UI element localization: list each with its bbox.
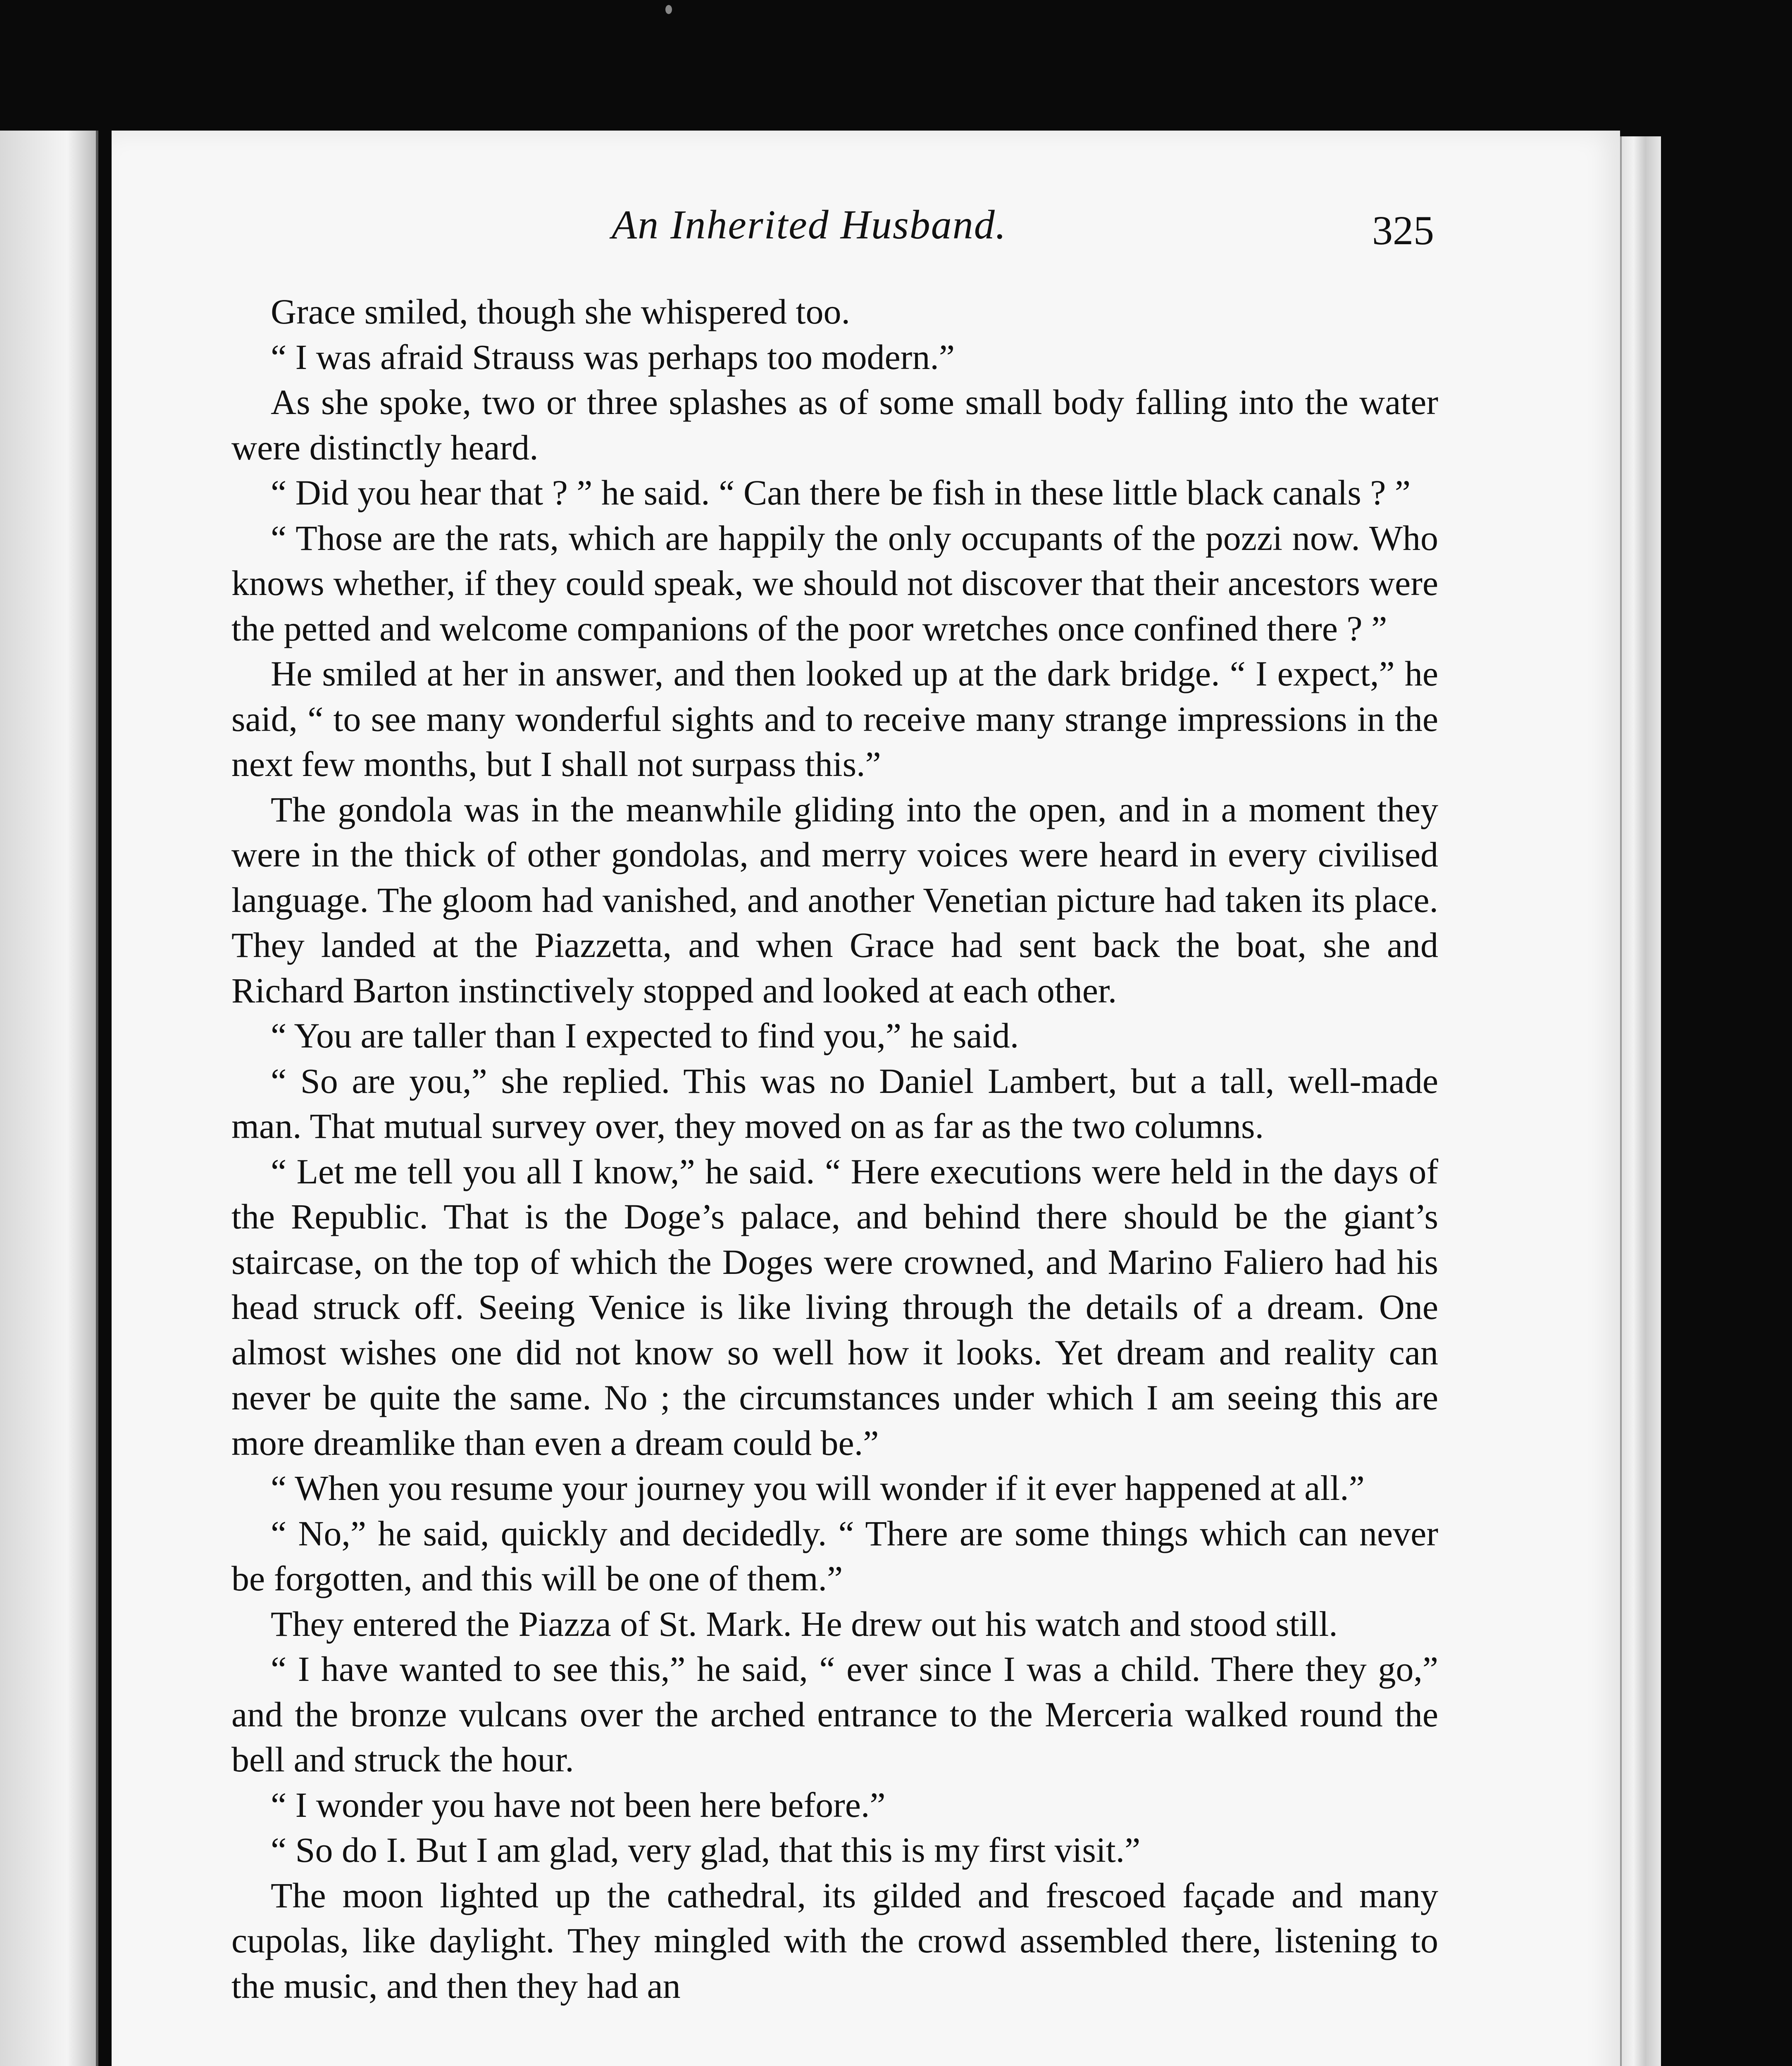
paragraph: “ Did you hear that ? ” he said. “ Can there be fish in these little black canals ? ” <box>271 473 1411 512</box>
paragraph: “ No,” he said, quickly and decidedly. “ There are some things which can never be forgotten, and this will be one of them.” <box>231 1513 1438 1598</box>
left-page-edge <box>0 131 98 2066</box>
paragraph: “ Let me tell you all I know,” he said. “ Here executions were held in the days of the Republic. That is the Doge’s palace, and behind there should be the giant’s staircase, on the top of which the Doges were crowned, and Marino Faliero had his head struck off. Seeing Venice is like living through the details of a dream. One almost wishes one did not know so well how it looks. Yet dream and reality can never be quite the same. No ; the circumstances under which I am seeing this are more dreamlike than even a dream could be.” <box>231 1151 1438 1463</box>
paragraph: “ Those are the rats, which are happily the only occupants of the pozzi now. Who knows whether, if they could speak, we should not discover that their ancestors were the petted and welcome companions of the poor wretches once confined there ? ” <box>231 518 1438 648</box>
paragraph: “ I have wanted to see this,” he said, “ ever since I was a child. There they go,” and the bronze vulcans over the arched entrance to the Merceria walked round the bell and struck the hour. <box>231 1649 1438 1779</box>
paragraph: The gondola was in the meanwhile gliding into the open, and in a moment they were in the thick of other gondolas, and merry voices were heard in every civilised language. The gloom had vanished, and another Venetian picture had taken its place. They landed at the Piazzetta, and when Grace had sent back the boat, she and Richard Barton instinctively stopped and looked at each other. <box>231 789 1438 1010</box>
page-number: 325 <box>1372 207 1434 253</box>
paragraph: They entered the Piazza of St. Mark. He drew out his watch and stood still. <box>271 1604 1338 1644</box>
paragraph: “ I wonder you have not been here before.” <box>271 1785 886 1825</box>
scan-speck <box>665 5 672 14</box>
paragraph: “ So are you,” she replied. This was no Daniel Lambert, but a tall, well-made man. That mutual survey over, they moved on as far as the two columns. <box>231 1061 1438 1146</box>
paragraph: He smiled at her in answer, and then looked up at the dark bridge. “ I expect,” he said, “ to see many wonderful sights and to receive many strange impressions in the next few months, but I shall not surpass this.” <box>231 654 1438 784</box>
paragraph: “ When you resume your journey you will wonder if it ever happened at all.” <box>271 1468 1365 1508</box>
paragraph: “ So do I. But I am glad, very glad, that this is my first visit.” <box>271 1830 1141 1870</box>
body-text <box>231 289 1438 2009</box>
paragraph: “ You are taller than I expected to find you,” he said. <box>271 1016 1019 1055</box>
paragraph: As she spoke, two or three splashes as of some small body falling into the water were distinctly heard. <box>231 382 1438 467</box>
paragraph: “ I was afraid Strauss was perhaps too modern.” <box>271 337 955 377</box>
running-title: An Inherited Husband. <box>612 202 1007 248</box>
paragraph: Grace smiled, though she whispered too. <box>271 292 850 331</box>
page-stack-edge <box>1620 136 1661 2066</box>
paragraph: The moon lighted up the cathedral, its gilded and frescoed façade and many cupolas, like daylight. They mingled with the crowd assembled there, listening to the music, and then they had an <box>231 1875 1438 2006</box>
